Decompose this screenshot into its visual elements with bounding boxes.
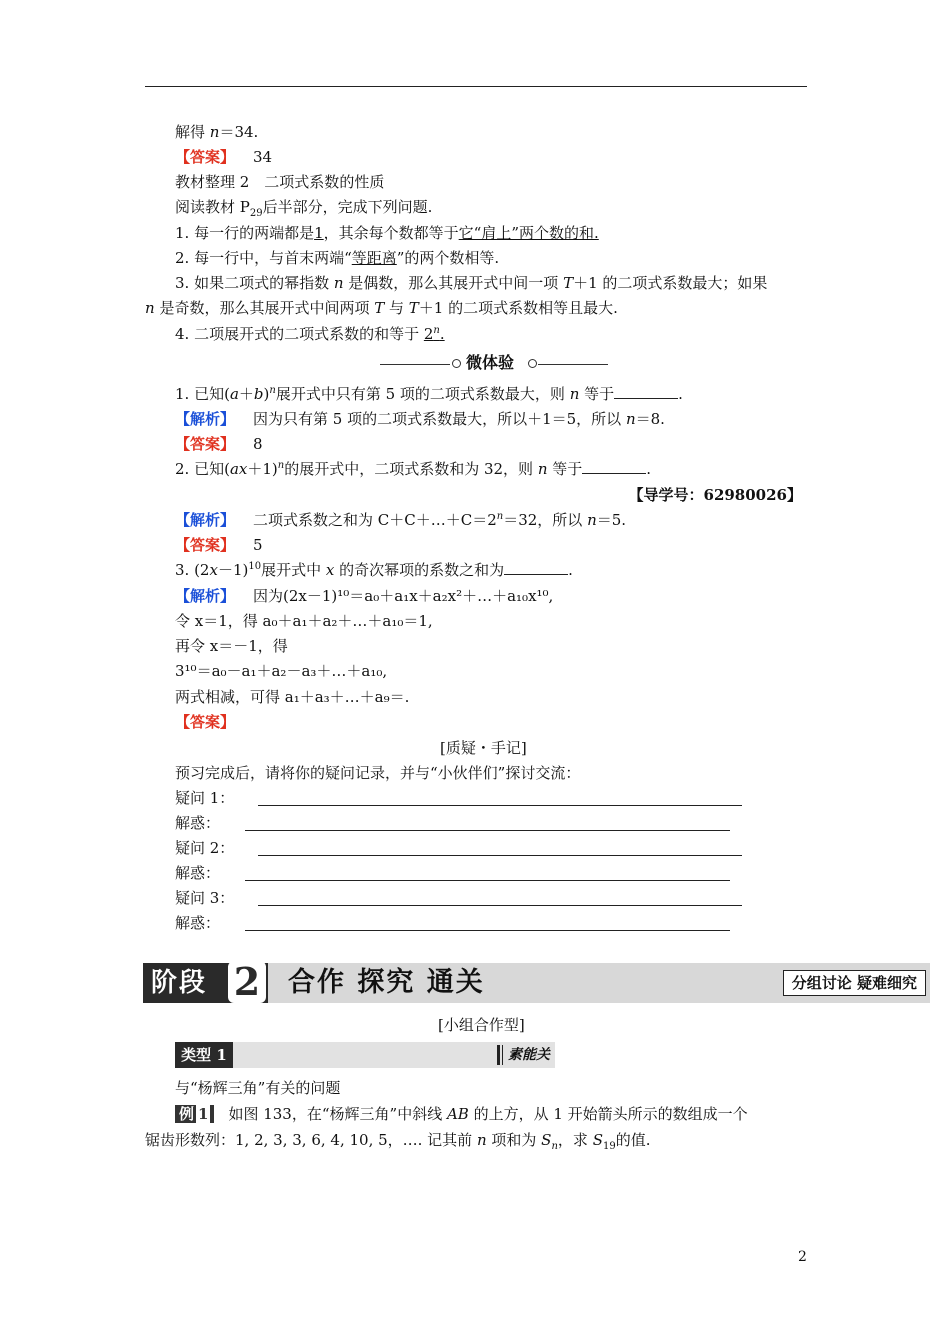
answer-blank xyxy=(504,560,568,575)
question-2: 2. 已知$(ax+1)^n$的展开式中，二项式系数和为 32，则 n 等于 . xyxy=(175,460,652,478)
doubt-2-label: 疑问 2： xyxy=(175,839,235,857)
doubt-3-line[interactable] xyxy=(258,905,742,906)
solution-3-step-4: 两式相减，可得 a₁＋a₃＋…＋a₉＝. xyxy=(175,688,410,706)
property-4: 4. 二项展开式的二项式系数的和等于 2$^n$. xyxy=(175,325,445,343)
answer-4: 【答案】 xyxy=(175,713,236,731)
header-rule xyxy=(145,86,807,87)
answer-2-line[interactable] xyxy=(245,880,730,881)
solution-3-step-1: 令 x＝1，得 a₀＋a₁＋a₂＋…＋a₁₀＝1, xyxy=(175,612,433,630)
divider-dot-left xyxy=(452,359,461,368)
divider-dot-right xyxy=(528,359,537,368)
divider-left xyxy=(380,364,450,365)
doubt-1-line[interactable] xyxy=(258,805,742,806)
answer-3-line[interactable] xyxy=(245,930,730,931)
solution-3: 【解析】 因为(2x－1)¹⁰＝a₀＋a₁x＋a₂x²＋…＋a₁₀x¹⁰, xyxy=(175,587,554,605)
example-1-line-2: 锯齿形数列：1, 2, 3, 3, 6, 4, 10, 5，…. 记其前 n 项和为 $S_n$，求 $S_{19}$的值. xyxy=(145,1131,651,1152)
property-3-line-2: n 是奇数，那么其展开式中间两项 T 与 T＋1 的二项式系数相等且最大. xyxy=(145,299,618,317)
solution-3-step-2: 再令 x＝－1，得 xyxy=(175,637,288,655)
answer-3: 【答案】 5 xyxy=(175,536,263,554)
answer-blank xyxy=(614,384,678,399)
solution-2: 【解析】 二项式系数之和为 $C+C+\dots+C=2^n=32$，所以 n＝5. xyxy=(175,511,627,529)
doubt-3-label: 疑问 3： xyxy=(175,889,235,907)
doubt-1-label: 疑问 1： xyxy=(175,789,235,807)
solution-3-step-3: 3¹⁰＝a₀－a₁＋a₂－a₃＋…＋a₁₀, xyxy=(175,662,388,680)
type-label: 素能关 xyxy=(508,1047,550,1063)
stage-label-block xyxy=(143,959,268,1004)
property-1: 1. 每一行的两端都是1，其余每个数都等于它“肩上”两个数的和. xyxy=(175,224,599,242)
example-tag: 例 1 xyxy=(175,1105,214,1123)
stage-word: 阶段 xyxy=(151,968,208,998)
type-mark-thin xyxy=(502,1045,503,1065)
answer-1-label: 解惑： xyxy=(175,814,221,832)
answer-2: 【答案】 8 xyxy=(175,435,263,453)
type-tag: 类型 1 xyxy=(175,1042,233,1068)
answer-1-line[interactable] xyxy=(245,830,730,831)
example-1-line-1: 例 1 如图 133，在“杨辉三角”中斜线 AB 的上方，从 1 开始箭头所示的数组成一个 xyxy=(175,1104,748,1124)
topic-title: 与“杨辉三角”有关的问题 xyxy=(175,1079,341,1097)
stage-badge: 分组讨论 疑难细究 xyxy=(783,970,926,996)
question-3: 3. $(2x-1)^{10}$展开式中 x 的奇次幂项的系数之和为 . xyxy=(175,561,573,579)
answer-blank xyxy=(582,459,646,474)
answer-3-label: 解惑： xyxy=(175,914,221,932)
answer-1: 【答案】 34 xyxy=(175,148,273,166)
solution-line: 解得 n＝34. xyxy=(175,123,259,141)
reading-instruction: 阅读教材 $P_{29}$后半部分，完成下列问题. xyxy=(175,198,433,219)
doubt-2-line[interactable] xyxy=(258,855,742,856)
solution-1: 【解析】 因为只有第 5 项的二项式系数最大，所以＋1＝5，所以 n＝8. xyxy=(175,410,665,428)
property-2: 2. 每一行中，与首末两端“等距离”的两个数相等. xyxy=(175,249,500,267)
stage-title: 合作 探究 通关 xyxy=(288,967,485,998)
answer-2-label: 解惑： xyxy=(175,864,221,882)
section-title: 教材整理 2 二项式系数的性质 xyxy=(175,173,385,191)
property-3-line-1: 3. 如果二项式的幂指数 n 是偶数，那么其展开式中间一项 T＋1 的二项式系数最大；如果 xyxy=(175,274,768,292)
notes-heading: [质疑・手记] xyxy=(440,739,527,757)
guide-number: 【导学号：62980026】 xyxy=(628,486,802,504)
type-bar xyxy=(175,1042,555,1068)
stage-banner xyxy=(143,959,930,1004)
divider-right xyxy=(538,364,608,365)
group-heading: [小组合作型] xyxy=(438,1016,525,1034)
question-1: 1. 已知$(a+b)^n$展开式中只有第 5 项的二项式系数最大，则 n 等于 . xyxy=(175,385,683,403)
notes-instruction: 预习完成后，请将你的疑问记录，并与“小伙伴们”探讨交流： xyxy=(175,764,581,782)
stage-number: 2 xyxy=(228,961,266,1003)
page-number: 2 xyxy=(798,1249,807,1265)
type-mark xyxy=(497,1045,500,1065)
weitiyan-heading: 微体验 xyxy=(466,353,515,372)
